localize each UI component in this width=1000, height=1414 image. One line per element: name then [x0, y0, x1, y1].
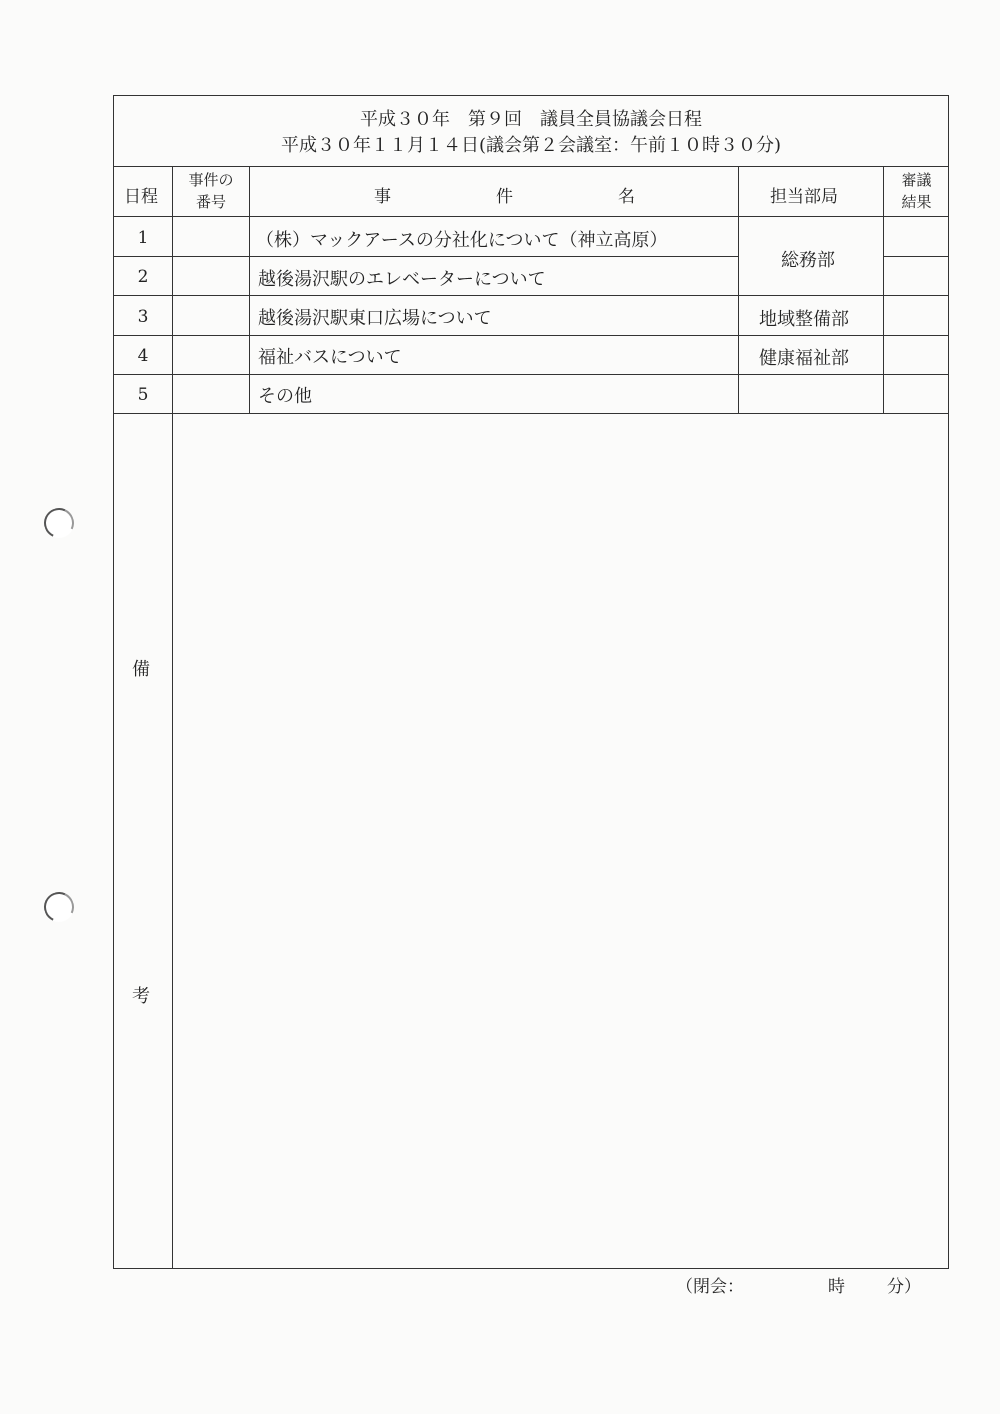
col-divider-schedule — [172, 166, 173, 1269]
row-3-number: 3 — [137, 307, 149, 327]
remarks-label-char2: 考 — [132, 986, 150, 1007]
rule-row1-result — [883, 256, 949, 257]
rule-below-header — [113, 216, 949, 217]
rule-below-title — [113, 166, 949, 167]
row-3-department: 地域整備部 — [759, 309, 849, 330]
row-4-number: 4 — [137, 346, 149, 366]
header-case-number-line2: 番号 — [195, 193, 226, 211]
col-divider-name — [738, 166, 739, 413]
header-result-line2: 結果 — [901, 193, 932, 211]
punch-hole-top — [40, 504, 78, 542]
row-4-department: 健康福祉部 — [759, 348, 849, 369]
punch-hole-bottom — [40, 888, 78, 926]
rule-row4 — [113, 374, 949, 375]
document-title: 平成３０年 第９回 議員全員協議会日程 — [360, 109, 702, 130]
row-4-case-name: 福祉バスについて — [258, 347, 402, 368]
header-case-name-char2: 件 — [496, 187, 513, 207]
row-3-case-name: 越後湯沢駅東口広場について — [258, 308, 492, 329]
row-1-number: 1 — [137, 228, 149, 248]
rule-row1 — [113, 256, 738, 257]
closing-time-minute: 分） — [887, 1277, 921, 1297]
row-2-number: 2 — [137, 267, 149, 287]
header-case-name-char1: 事 — [374, 187, 391, 207]
meeting-date-location: 平成３０年１１月１４日(議会第２会議室：午前１０時３０分) — [280, 135, 782, 156]
rule-row3 — [113, 335, 949, 336]
closing-time-open: （閉会： — [676, 1277, 744, 1297]
rule-row2 — [113, 295, 949, 296]
col-divider-number — [249, 166, 250, 413]
header-case-name-char3: 名 — [618, 187, 635, 207]
header-case-number-line1: 事件の — [188, 171, 234, 189]
row-5-case-name: その他 — [258, 386, 312, 407]
rule-row5 — [113, 413, 949, 414]
row-5-number: 5 — [137, 385, 149, 405]
row-1-case-name: （株）マックアースの分社化について（神立高原） — [256, 230, 668, 251]
header-result-line1: 審議 — [901, 171, 932, 189]
closing-time-hour: 時 — [828, 1277, 845, 1297]
header-department: 担当部局 — [770, 187, 838, 207]
row-1-2-department: 総務部 — [781, 250, 835, 271]
remarks-label-char1: 備 — [132, 659, 150, 680]
row-2-case-name: 越後湯沢駅のエレベーターについて — [258, 269, 546, 290]
header-schedule: 日程 — [124, 187, 158, 207]
